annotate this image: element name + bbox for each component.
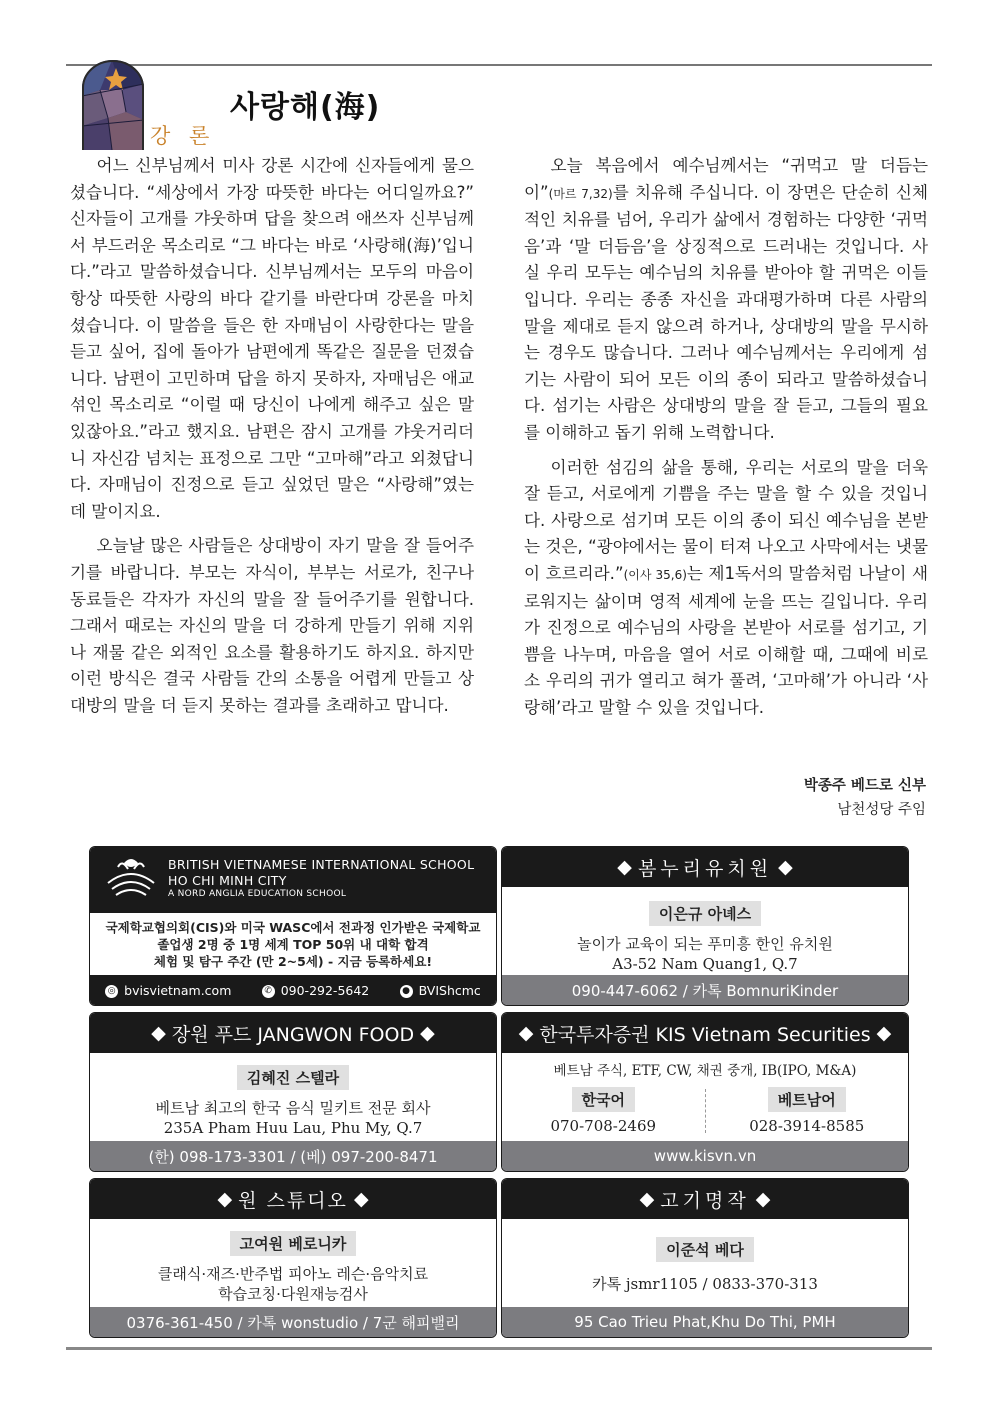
ad-address: A3-52 Nam Quang1, Q.7 bbox=[612, 955, 798, 973]
ad-header: ◆ 원 스튜디오 ◆ bbox=[90, 1179, 496, 1219]
ad-description: 베트남 주식, ETF, CW, 채권 중개, IB(IPO, M&A) bbox=[553, 1063, 857, 1079]
paragraph-text: 오늘 복음에서 예수님께서는 “귀먹고 말 더듬는 이” bbox=[524, 156, 928, 202]
website-link[interactable] bbox=[105, 983, 231, 998]
vietnamese-label: 베트남어 bbox=[768, 1087, 846, 1112]
globe-icon: ◎ bbox=[105, 985, 118, 998]
phone-icon: ✆ bbox=[262, 985, 275, 998]
ad-kis[interactable] bbox=[501, 1012, 909, 1172]
ad-bvis-header bbox=[90, 847, 496, 913]
section-label: 강 론 bbox=[150, 124, 216, 148]
ad-footer: (한) 098-173-3301 / (베) 097-200-8471 bbox=[90, 1141, 496, 1171]
ad-header: ◆ 장원 푸드 JANGWON FOOD ◆ bbox=[90, 1013, 496, 1053]
contact-tag: 이준석 베다 bbox=[656, 1237, 754, 1262]
ad-footer: 0376-361-450 / 카톡 wonstudio / 7군 해피밸리 bbox=[90, 1307, 496, 1337]
talk-icon: ● bbox=[400, 985, 413, 998]
school-network: A NORD ANGLIA EDUCATION SCHOOL bbox=[168, 889, 347, 899]
ad-won-studio[interactable] bbox=[89, 1178, 497, 1338]
ad-title: 봄누리유치원 bbox=[637, 857, 773, 880]
ad-description: 학습코칭·다원재능검사 bbox=[218, 1285, 368, 1303]
author-role: 남천성당 주임 bbox=[837, 802, 926, 818]
ad-description: 카톡 jsmr1105 / 0833-370-313 bbox=[592, 1275, 818, 1293]
korean-contact bbox=[502, 1087, 705, 1136]
ad-title: 장원 푸드 JANGWON FOOD bbox=[171, 1023, 415, 1046]
talk-link[interactable] bbox=[400, 983, 481, 998]
ad-bvis-body bbox=[90, 913, 496, 975]
article-paragraph bbox=[524, 455, 928, 722]
header-rule bbox=[66, 64, 932, 66]
article-right-column bbox=[524, 153, 928, 729]
paragraph-text: 를 치유해 주십니다. 이 장면은 단순히 신체적인 치유를 넘어, 우리가 삶에서 경험하는 다양한 ‘귀먹음’과 ‘말 더듬음’을 상징적으로 드러내는 것입니다. 사실 우리 모두는 예수님의 치유를 받아야 할 귀먹은 이들입니다. 우리는 종종 자신을 과대평가하며 다른 사람의 말을 제대로 듣지 않으려 하거나, 상대방의 말을 무시하는 경우도 많습니다. 그러나 예수님께서는 우리에게 섬기는 사람이 되어 모든 이의 종이 되라고 말씀하셨습니다. 섬기는 사람은 상대방의 말을 잘 듣고, 그들의 필요를 이해하고 돕기 위해 노력합니다. bbox=[524, 182, 928, 442]
ad-bvis-line: 졸업생 2명 중 1명 세계 TOP 50위 내 대학 합격 bbox=[157, 936, 429, 952]
scripture-reference: (마르 7,32) bbox=[548, 186, 613, 201]
author-name: 박종주 베드로 신부 bbox=[803, 778, 926, 794]
footer-rule bbox=[66, 1347, 932, 1350]
ad-header: ◆ 봄누리유치원 ◆ bbox=[502, 847, 908, 887]
phone-text: 090-292-5642 bbox=[280, 982, 370, 998]
ad-title: 한국투자증권 KIS Vietnam Securities bbox=[539, 1023, 871, 1046]
vietnamese-phone: 028-3914-8585 bbox=[749, 1117, 865, 1135]
ad-description: 놀이가 교육이 되는 푸미흥 한인 유치원 bbox=[577, 935, 833, 953]
ad-bvis-line: 국제학교협의회(CIS)와 미국 WASC에서 전과정 인가받은 국제학교 bbox=[105, 919, 481, 935]
contact-tag: 이은규 아녜스 bbox=[649, 901, 761, 926]
ad-bvis-line: 체험 및 탐구 주간 (만 2~5세) - 지금 등록하세요! bbox=[153, 953, 433, 969]
paragraph-text: 는 제1독서의 말씀처럼 나날이 새로워지는 삶이며 영적 세계에 눈을 뜨는 길입니다. 우리가 진정으로 예수님의 사랑을 본받아 서로를 섬기고, 기쁨을 나누며, 마음을 열어 서로 이해할 때, 그때에 비로소 우리의 귀가 열리고 혀가 풀려, ‘고마해’가 아니라 ‘사랑해’라고 말할 수 있을 것입니다. bbox=[524, 563, 928, 717]
ad-title: 원 스튜디오 bbox=[238, 1189, 348, 1212]
article-paragraph: 어느 신부님께서 미사 강론 시간에 신자들에게 물으셨습니다. “세상에서 가장 따뜻한 바다는 어디일까요?” 신자들이 고개를 갸웃하며 답을 찾으려 애쓰자 신부님께서 부드러운 목소리로 “그 바다는 바로 ‘사랑해(海)’입니다.”라고 말씀하셨습니다. 신부님께서는 모두의 마음이 항상 따뜻한 사랑의 바다 같기를 바란다며 강론을 마치셨습니다. 이 말씀을 들은 한 자매님이 사랑한다는 말을 듣고 싶어, 집에 돌아가 남편에게 똑같은 질문을 던졌습니다. 남편이 고민하며 답을 하지 못하자, 자매님은 애교 섞인 목소리로 “이럴 때 당신이 나에게 해주고 싶은 말 있잖아요.”라고 했지요. 남편은 잠시 고개를 갸웃거리더니 자신감 넘치는 표정으로 그만 “고마해”라고 외쳤답니다. 자매님이 진정으로 듣고 싶었던 말은 “사랑해”였는데 말이지요. bbox=[70, 156, 474, 521]
ad-jangwon[interactable] bbox=[89, 1012, 497, 1172]
phone-link[interactable] bbox=[262, 983, 370, 998]
contact-tag: 김혜진 스텔라 bbox=[237, 1065, 349, 1090]
crest-logo-icon bbox=[104, 857, 158, 901]
school-name: BRITISH VIETNAMESE INTERNATIONAL SCHOOL bbox=[168, 857, 475, 872]
talk-text: BVIShcmc bbox=[418, 982, 481, 998]
ad-footer: www.kisvn.vn bbox=[502, 1141, 908, 1171]
korean-phone: 070-708-2469 bbox=[550, 1117, 657, 1135]
ad-bvis[interactable] bbox=[89, 846, 497, 1006]
article-left-column bbox=[70, 153, 474, 727]
ad-bomnuri[interactable] bbox=[501, 846, 909, 1006]
ad-description: 베트남 최고의 한국 음식 밀키트 전문 회사 bbox=[155, 1099, 431, 1117]
contact-tag: 고여원 베로니카 bbox=[230, 1231, 357, 1256]
school-city: HO CHI MINH CITY bbox=[168, 873, 287, 888]
website-text: bvisvietnam.com bbox=[124, 982, 232, 998]
ad-header: ◆ 고기명작 ◆ bbox=[502, 1179, 908, 1219]
ad-address: 235A Pham Huu Lau, Phu My, Q.7 bbox=[163, 1119, 423, 1137]
stained-glass-emblem-icon bbox=[82, 60, 144, 150]
paragraph-text: 이러한 섬김의 삶을 통해, 우리는 서로의 말을 더욱 잘 듣고, 서로에게 기쁨을 주는 말을 할 수 있을 것입니다. 사랑으로 섬기며 모든 이의 종이 되신 예수님을 본받는 것은, “광야에서는 물이 터져 나오고 사막에서는 냇물이 흐르리라.” bbox=[524, 457, 928, 583]
ad-bvis-footer bbox=[90, 975, 496, 1005]
ad-header: ◆ 한국투자증권 KIS Vietnam Securities ◆ bbox=[502, 1013, 908, 1053]
korean-label: 한국어 bbox=[572, 1087, 635, 1112]
ad-gogi[interactable] bbox=[501, 1178, 909, 1338]
scripture-reference: (이사 35,6) bbox=[623, 567, 687, 582]
page-title: 사랑해(海) bbox=[230, 90, 381, 125]
ad-title: 고기명작 bbox=[660, 1189, 750, 1212]
kis-phone-block bbox=[502, 1087, 908, 1136]
article-paragraph bbox=[524, 153, 928, 447]
vietnamese-contact bbox=[706, 1087, 909, 1136]
ad-footer: 95 Cao Trieu Phat,Khu Do Thi, PMH bbox=[502, 1307, 908, 1337]
ad-footer: 090-447-6062 / 카톡 BomnuriKinder bbox=[502, 975, 908, 1005]
ad-description: 클래식·재즈·반주법 피아노 레슨·음악치료 bbox=[157, 1265, 429, 1283]
article-paragraph: 오늘날 많은 사람들은 상대방이 자기 말을 잘 들어주기를 바랍니다. 부모는 자식이, 부부는 서로가, 친구나 동료들은 각자가 자신의 말을 잘 들어주기를 원합니다. 그래서 때로는 자신의 말을 더 강하게 만들기 위해 지위나 재물 같은 외적인 요소를 활용하기도 하지요. 하지만 이런 방식은 결국 사람들 간의 소통을 어렵게 만들고 상대방의 말을 더 듣지 못하는 결과를 초래하고 맙니다. bbox=[70, 536, 474, 715]
